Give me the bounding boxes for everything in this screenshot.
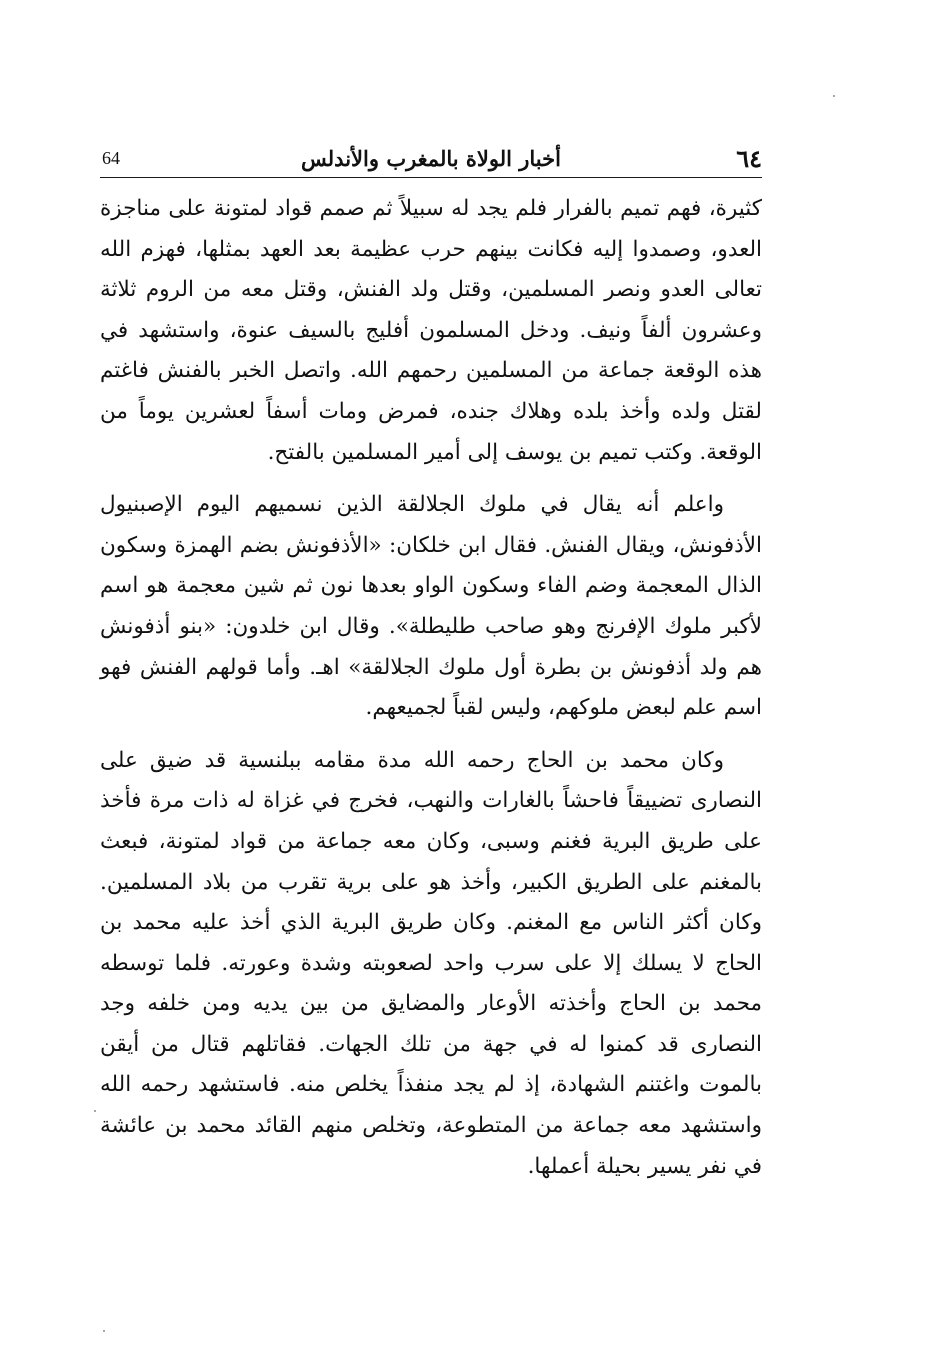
paragraph-ibn-al-hajj: وكان محمد بن الحاج رحمه الله مدة مقامه ببلنسية قد ضيق على النصارى تضييقاً فاحشاً بالغارات والنهب، فخرج في غزاة له ذات مرة فأخذ على طريق البرية فغنم وسبى، وكان معه جماعة من قواد لمتونة، فبعث بالمغنم على الطريق الكبير، وأخذ هو على برية تقرب من بلاد المسلمين. وكان أكثر الناس مع المغنم. وكان طريق البرية الذي أخذ عليه محمد بن الحاج لا يسلك إلا على سرب واحد لصعوبته وشدة وعورته. فلما توسطه محمد بن الحاج وأخذته الأوعار والمضايق من بين يديه ومن خلفه وجد النصارى قد كمنوا له في جهة من تلك الجهات. فقاتلهم قتال من أيقن بالموت واغتنم الشهادة، إذ لم يجد منفذاً يخلص منه. فاستشهد رحمه الله واستشهد معه جماعة من المتطوعة، وتخلص منهم القائد محمد بن عائشة في نفر يسير بحيلة أعملها. xyxy=(100,747,762,1179)
scan-speck xyxy=(94,1110,96,1112)
running-title: أخبار الولاة بالمغرب والأندلس xyxy=(301,146,561,171)
page-number-latin: 64 xyxy=(102,148,120,168)
paragraph-continued: كثيرة، فهم تميم بالفرار فلم يجد له سبيلاً ثم صمم قواد لمتونة على مناجزة العدو، وصمدوا إليه فكانت بينهم حرب عظيمة بعد العهد بمثلها، فهزم الله تعالى العدو ونصر المسلمين، وقتل ولد الفنش، وقتل معه من الروم ثلاثة وعشرون ألفاً ونيف. ودخل المسلمون أفليج بالسيف عنوة، واستشهد في هذه الوقعة جماعة من المسلمين رحمهم الله. واتصل الخبر بالفنش فاغتم لقتل ولده وأخذ بلده وهلاك جنده، فمرض ومات أسفاً لعشرين يوماً من الوقعة. وكتب تميم بن يوسف إلى أمير المسلمين بالفتح. xyxy=(100,196,762,465)
main-text xyxy=(100,189,762,1187)
running-header xyxy=(100,138,762,178)
paragraph-adhfunsh: واعلم أنه يقال في ملوك الجلالقة الذين نسميهم اليوم الإصبنيول الأذفونش، ويقال الفنش. فقال ابن خلكان: «الأذفونش بضم الهمزة وسكون الذال المعجمة وضم الفاء وسكون الواو بعدها نون ثم شين معجمة هو اسم لأكبر ملوك الإفرنج وهو صاحب طليطلة». وقال ابن خلدون: «بنو أذفونش هم ولد أذفونش بن بطرة أول ملوك الجلالقة» اهـ. وأما قولهم الفنش فهو اسم علم لبعض ملوكهم، وليس لقباً لجميعهم. xyxy=(100,492,762,721)
scan-speck xyxy=(833,95,835,97)
page-number-arabic: ٦٤ xyxy=(736,144,762,173)
scan-speck xyxy=(103,1330,105,1332)
